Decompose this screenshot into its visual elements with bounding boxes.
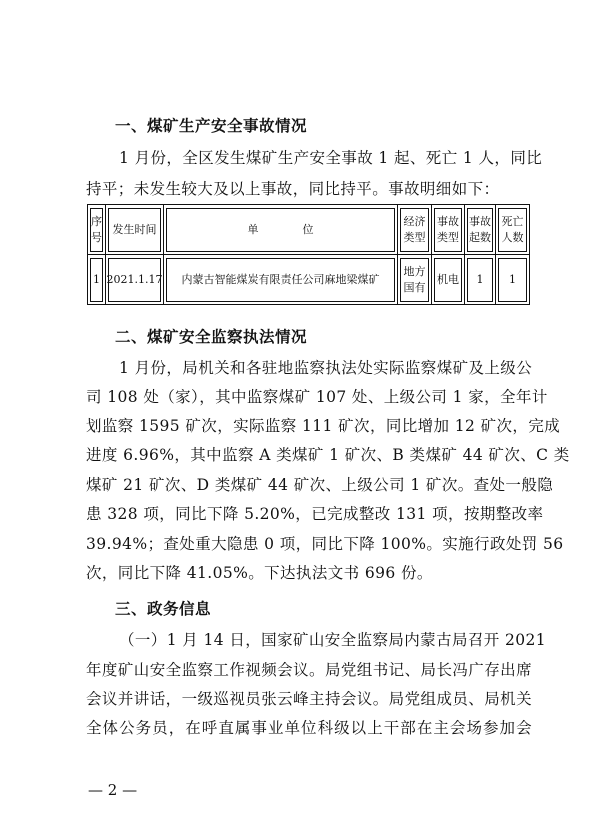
section3-line-1: （一）1 月 14 日，国家矿山安全监察局内蒙古局召开 2021 xyxy=(119,631,547,649)
section2-line-4: 进度 6.96%，其中监察 A 类煤矿 1 矿次、B 类煤矿 44 矿次、C 类 xyxy=(86,446,570,464)
section2-line-7: 39.94%；查处重大隐患 0 项，同比下降 100%。实施行政处罚 56 xyxy=(86,535,564,553)
cell-acc-type: 机电 xyxy=(432,255,465,305)
header-acc-type: 事故类型 xyxy=(432,205,465,255)
section3-heading: 三、政务信息 xyxy=(115,600,212,618)
table-header-row xyxy=(88,205,530,255)
header-time: 发生时间 xyxy=(106,205,164,255)
cell-deaths: 1 xyxy=(496,255,530,305)
cell-econ: 地方国有 xyxy=(398,255,432,305)
section2-line-3: 划监察 1595 矿次，实际监察 111 矿次，同比增加 12 矿次，完成 xyxy=(86,417,561,435)
accident-table xyxy=(87,204,530,305)
section1-line-1: 1 月份，全区发生煤矿生产安全事故 1 起、死亡 1 人，同比 xyxy=(119,149,543,167)
section2-line-5: 煤矿 21 矿次、D 类煤矿 44 矿次、上级公司 1 矿次。查处一般隐 xyxy=(86,476,554,494)
cell-seq: 1 xyxy=(88,255,106,305)
cell-count: 1 xyxy=(465,255,496,305)
section2-line-1: 1 月份，局机关和各驻地监察执法处实际监察煤矿及上级公 xyxy=(119,359,533,377)
section3-line-3: 会议并讲话，一级巡视员张云峰主持会议。局党组成员、局机关 xyxy=(86,690,532,708)
table-row xyxy=(88,255,530,305)
section2-line-8: 次，同比下降 41.05%。下达执法文书 696 份。 xyxy=(86,564,433,582)
section3-line-4: 全体公务员，在呼直属事业单位科级以上干部在主会场参加会 xyxy=(86,719,532,737)
section2-line-6: 患 328 项，同比下降 5.20%，已完成整改 131 项，按期整改率 xyxy=(86,505,544,523)
section2-heading: 二、煤矿安全监察执法情况 xyxy=(115,328,308,346)
header-unit: 单 位 xyxy=(164,205,398,255)
header-seq: 序号 xyxy=(88,205,106,255)
section1-line-2: 持平；未发生较大及以上事故，同比持平。事故明细如下： xyxy=(86,180,500,198)
section3-line-2: 年度矿山安全监察工作视频会议。局党组书记、局长冯广存出席 xyxy=(86,661,532,679)
section1-heading: 一、煤矿生产安全事故情况 xyxy=(115,117,308,135)
header-econ: 经济类型 xyxy=(398,205,432,255)
section2-line-2: 司 108 处（家），其中监察煤矿 107 处、上级公司 1 家，全年计 xyxy=(86,388,548,406)
cell-time: 2021.1.17 xyxy=(106,255,164,305)
cell-unit: 内蒙古智能煤炭有限责任公司麻地梁煤矿 xyxy=(164,255,398,305)
page-number: — 2 — xyxy=(88,781,138,799)
header-deaths: 死亡人数 xyxy=(496,205,530,255)
header-count: 事故起数 xyxy=(465,205,496,255)
